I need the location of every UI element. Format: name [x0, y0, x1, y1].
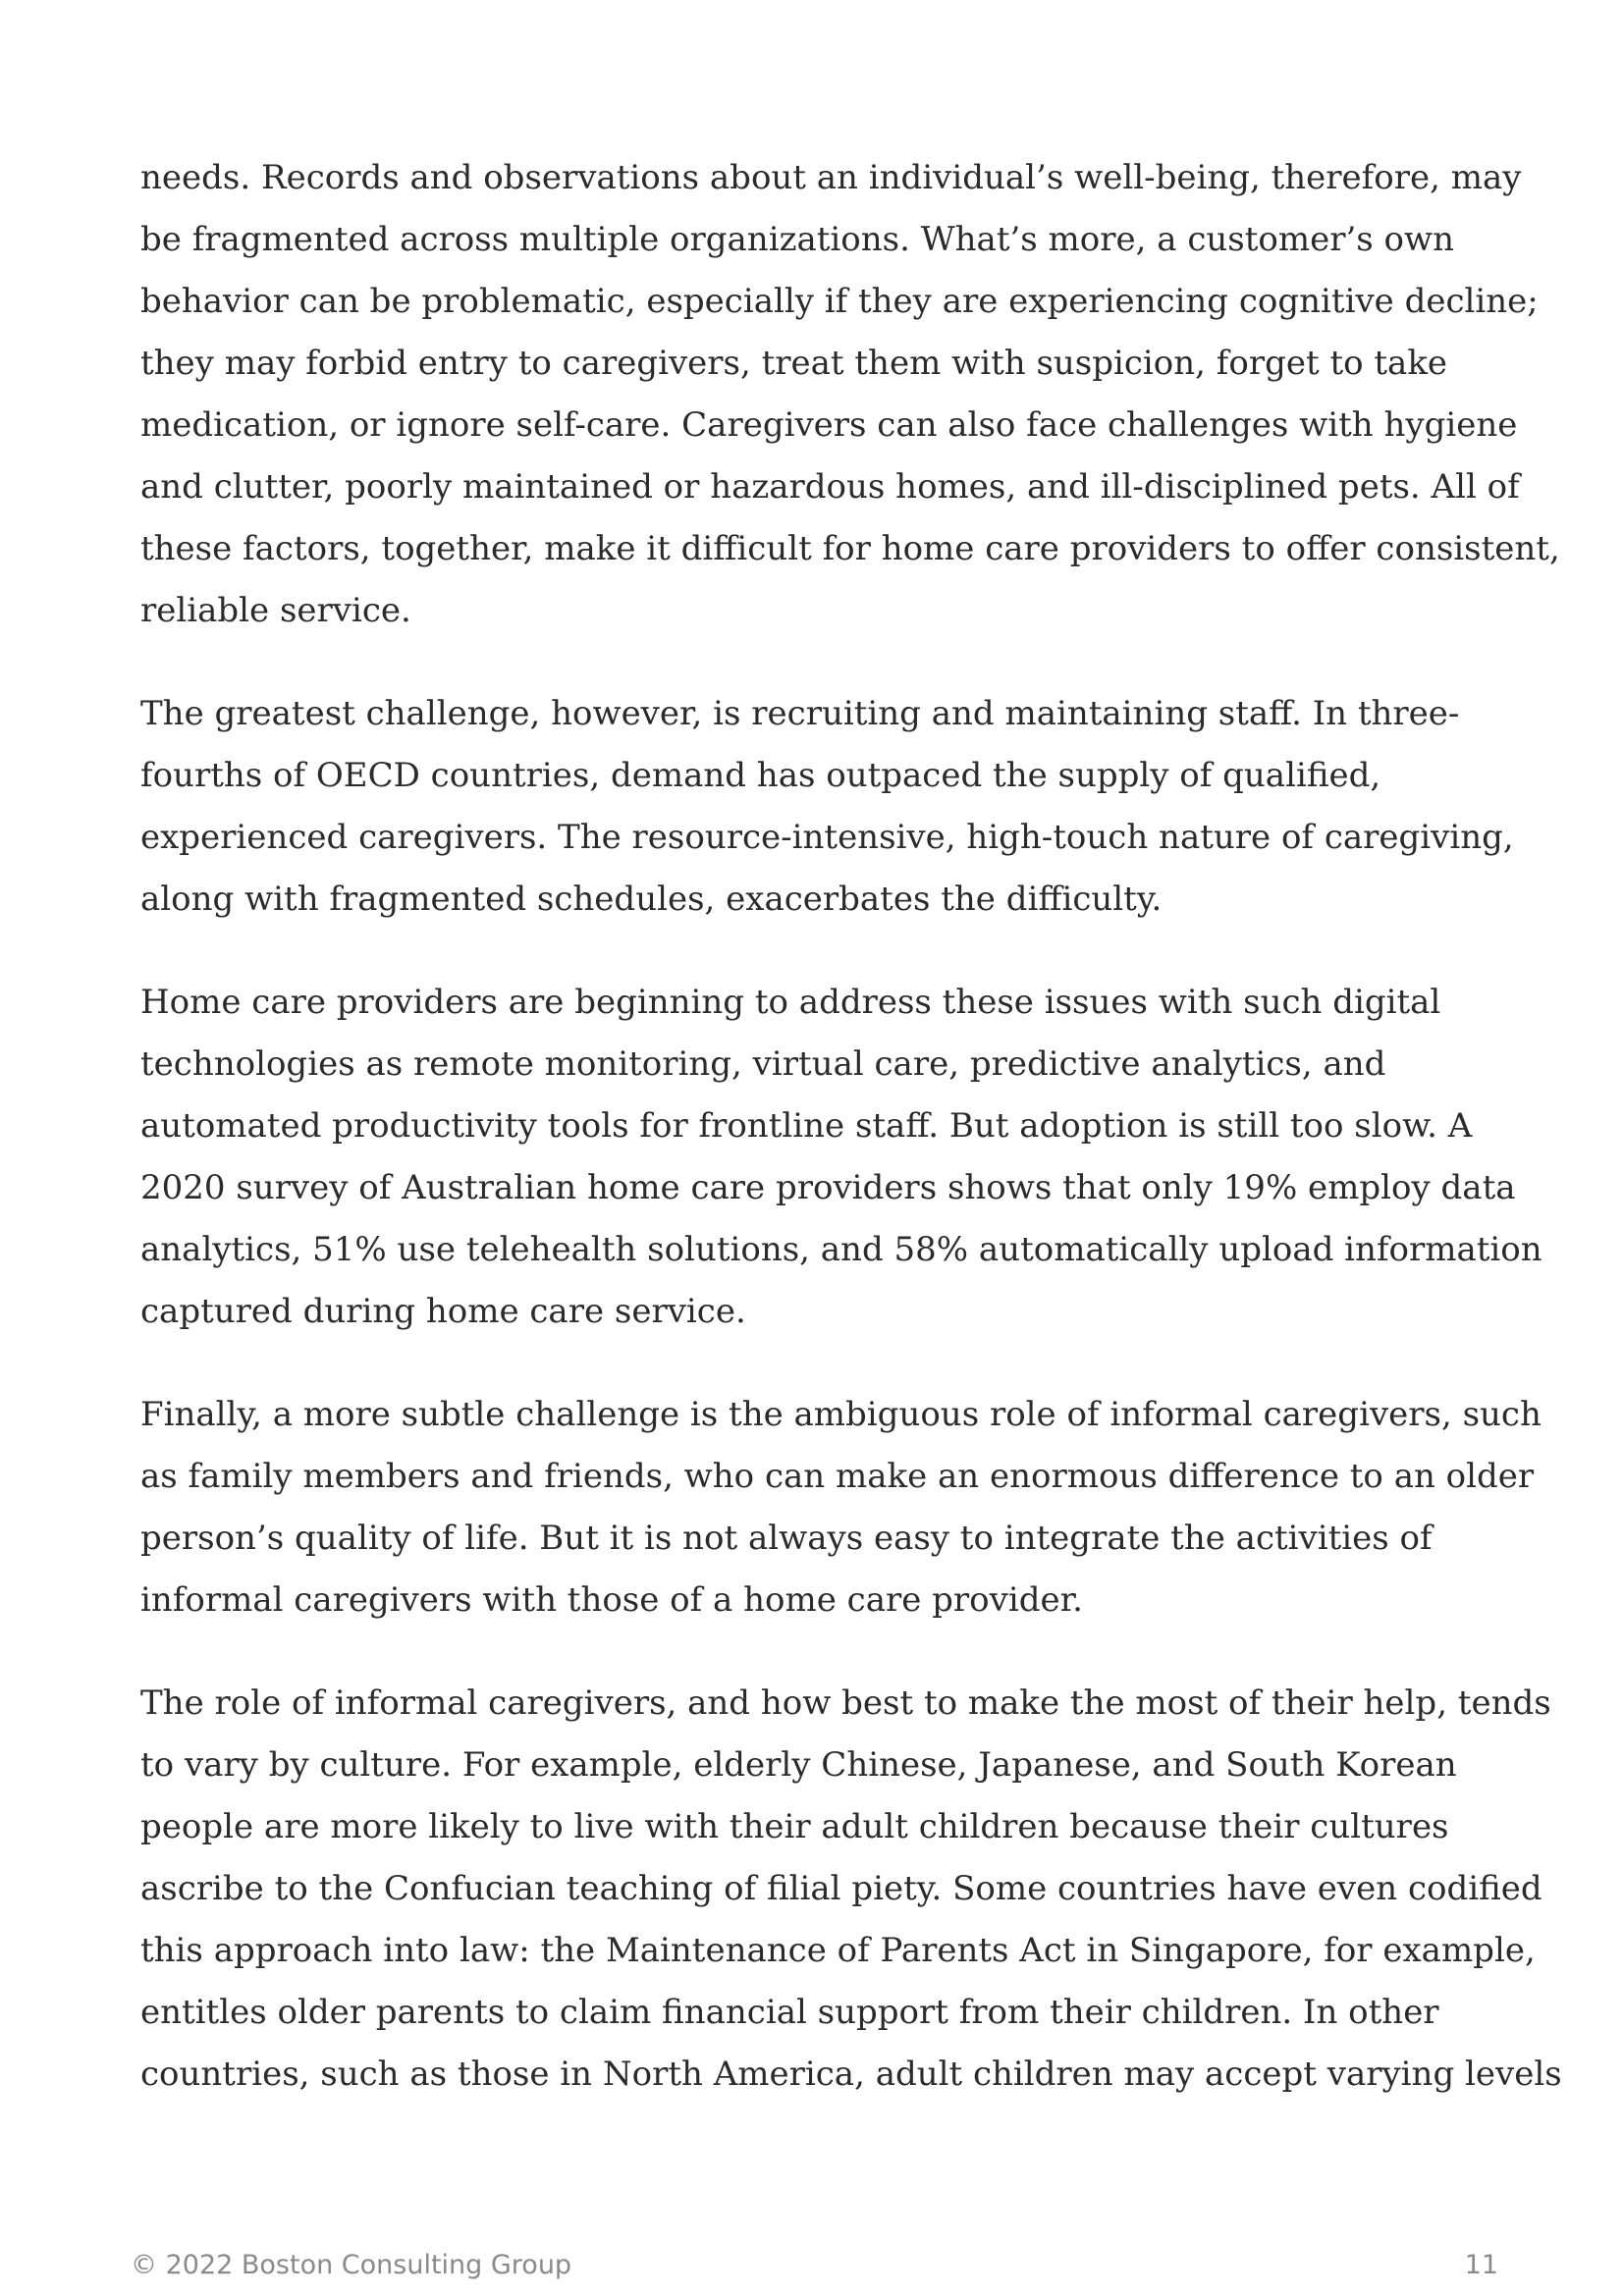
text-line: this approach into law: the Maintenance of Parents Act in Singapore, for example,	[140, 1931, 1536, 1970]
paragraph-staffing-challenge	[140, 683, 1514, 931]
text-line: The greatest challenge, however, is recruiting and maintaining staff. In three-	[140, 694, 1460, 733]
text-line: fourths of OECD countries, demand has outpaced the supply of qualified,	[140, 756, 1381, 795]
copyright-notice: © 2022 Boston Consulting Group	[131, 2250, 572, 2280]
text-line: Home care providers are beginning to address these issues with such digital	[140, 983, 1441, 1022]
text-line: countries, such as those in North America, adult children may accept varying levels	[140, 2055, 1562, 2094]
text-line: ascribe to the Confucian teaching of filial piety. Some countries have even codified	[140, 1869, 1542, 1908]
text-line: 2020 survey of Australian home care providers shows that only 19% employ data	[140, 1168, 1516, 1207]
text-line: medication, or ignore self-care. Caregivers can also face challenges with hygiene	[140, 405, 1518, 445]
text-line: needs. Records and observations about an individual’s well-being, therefore, may	[140, 158, 1522, 197]
text-line: The role of informal caregivers, and how best to make the most of their help, tends	[140, 1683, 1551, 1723]
paragraph-digital-technologies	[140, 972, 1542, 1343]
text-line: behavior can be problematic, especially if they are experiencing cognitive decline;	[140, 282, 1539, 321]
text-line: experienced caregivers. The resource-intensive, high-touch nature of caregiving,	[140, 818, 1514, 857]
text-line: entitles older parents to claim financial support from their children. In other	[140, 1993, 1439, 2032]
text-line: to vary by culture. For example, elderly Chinese, Japanese, and South Korean	[140, 1745, 1457, 1785]
text-line: reliable service.	[140, 591, 411, 630]
paragraph-informal-caregivers	[140, 1384, 1542, 1631]
text-line: captured during home care service.	[140, 1292, 746, 1331]
text-line: automated productivity tools for frontline staff. But adoption is still too slow. A	[140, 1106, 1473, 1146]
text-line: and clutter, poorly maintained or hazardous homes, and ill-disciplined pets. All of	[140, 467, 1520, 507]
paragraph-continued-needs	[140, 147, 1560, 642]
text-line: informal caregivers with those of a home care provider.	[140, 1580, 1083, 1620]
text-line: people are more likely to live with their adult children because their cultures	[140, 1807, 1449, 1846]
text-line: technologies as remote monitoring, virtual care, predictive analytics, and	[140, 1044, 1386, 1084]
text-line: along with fragmented schedules, exacerbates the difficulty.	[140, 880, 1163, 919]
body-text	[140, 147, 1562, 2147]
text-line: as family members and friends, who can make an enormous difference to an older	[140, 1457, 1535, 1496]
text-line: be fragmented across multiple organizations. What’s more, a customer’s own	[140, 220, 1455, 259]
page-number: 11	[1464, 2250, 1498, 2280]
text-line: analytics, 51% use telehealth solutions, and 58% automatically upload information	[140, 1230, 1542, 1269]
text-line: Finally, a more subtle challenge is the ambiguous role of informal caregivers, such	[140, 1395, 1542, 1434]
text-line: person’s quality of life. But it is not always easy to integrate the activities of	[140, 1519, 1433, 1558]
text-line: they may forbid entry to caregivers, treat them with suspicion, forget to take	[140, 344, 1448, 383]
paragraph-culture	[140, 1673, 1562, 2106]
text-line: these factors, together, make it difficult for home care providers to offer consistent,	[140, 529, 1560, 568]
